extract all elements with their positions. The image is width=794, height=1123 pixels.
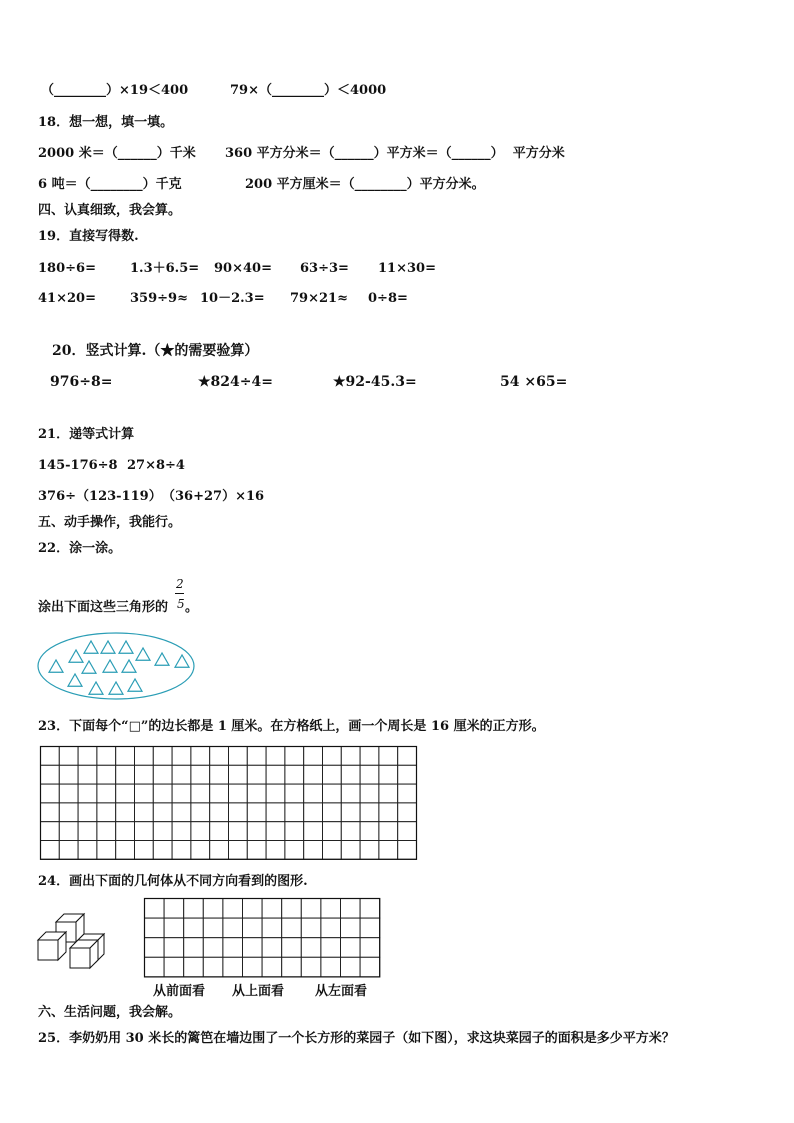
- grid-cell[interactable]: [223, 957, 243, 977]
- grid-cell[interactable]: [282, 918, 302, 938]
- q24-cube-solid: [36, 912, 108, 970]
- grid-cell[interactable]: [78, 784, 97, 803]
- grid-cell[interactable]: [341, 747, 360, 766]
- grid-cell[interactable]: [379, 822, 398, 841]
- q18-title: 18．想一想，填一填。: [38, 115, 174, 130]
- triangle-shape[interactable]: [82, 661, 96, 673]
- q22-fraction-denominator: 5: [177, 597, 185, 611]
- grid-cell[interactable]: [223, 899, 243, 919]
- grid-cell[interactable]: [41, 765, 60, 784]
- q21-r2-a: 376÷（123-119）: [38, 489, 162, 504]
- grid-cell[interactable]: [191, 747, 210, 766]
- q21-title: 21．递等式计算: [38, 427, 135, 442]
- grid-cell[interactable]: [135, 784, 154, 803]
- q18-line1-a: 2000 米＝（______）千米: [38, 146, 196, 161]
- grid-cell[interactable]: [323, 765, 342, 784]
- grid-cell[interactable]: [164, 957, 184, 977]
- q18-line2-a: 6 吨＝（________）千克: [38, 177, 182, 192]
- grid-cell[interactable]: [243, 957, 263, 977]
- triangle-shape[interactable]: [103, 660, 117, 672]
- grid-cell[interactable]: [360, 938, 380, 958]
- grid-cell[interactable]: [78, 841, 97, 860]
- triangle-shape[interactable]: [122, 660, 136, 672]
- q24-grid-paper[interactable]: [144, 898, 382, 978]
- grid-cell[interactable]: [153, 841, 172, 860]
- grid-cell[interactable]: [97, 747, 116, 766]
- grid-cell[interactable]: [321, 899, 341, 919]
- grid-cell[interactable]: [266, 841, 285, 860]
- grid-cell[interactable]: [172, 765, 191, 784]
- grid-cell[interactable]: [247, 803, 266, 822]
- q19-r1-c5: 11×30=: [378, 261, 436, 276]
- grid-cell[interactable]: [229, 747, 248, 766]
- q22-ellipse: [38, 633, 194, 699]
- grid-cell[interactable]: [398, 765, 417, 784]
- grid-cell[interactable]: [285, 841, 304, 860]
- q22-instruction: 涂出下面这些三角形的: [38, 600, 169, 615]
- grid-cell[interactable]: [321, 918, 341, 938]
- grid-cell[interactable]: [379, 747, 398, 766]
- triangle-shape[interactable]: [49, 660, 63, 672]
- grid-cell[interactable]: [135, 765, 154, 784]
- grid-cell[interactable]: [304, 822, 323, 841]
- q20-title: 20．竖式计算.（★的需要验算）: [52, 343, 259, 359]
- grid-cell[interactable]: [304, 803, 323, 822]
- grid-cell[interactable]: [341, 765, 360, 784]
- grid-cell[interactable]: [184, 938, 204, 958]
- grid-cell[interactable]: [266, 784, 285, 803]
- grid-cell[interactable]: [301, 899, 321, 919]
- grid-cell[interactable]: [360, 822, 379, 841]
- grid-cell[interactable]: [203, 918, 223, 938]
- triangle-shape[interactable]: [119, 641, 133, 653]
- grid-cell[interactable]: [341, 841, 360, 860]
- q24-view-top: 从上面看: [232, 984, 285, 999]
- grid-cell[interactable]: [153, 765, 172, 784]
- grid-cell[interactable]: [191, 803, 210, 822]
- grid-cell[interactable]: [97, 765, 116, 784]
- grid-cell[interactable]: [243, 899, 263, 919]
- grid-cell[interactable]: [59, 784, 78, 803]
- grid-cell[interactable]: [247, 747, 266, 766]
- grid-cell[interactable]: [321, 938, 341, 958]
- q24-view-front: 从前面看: [153, 984, 206, 999]
- triangle-shape[interactable]: [155, 653, 169, 665]
- q23-grid-paper[interactable]: [40, 746, 420, 862]
- q19-r1-c4: 63÷3=: [300, 261, 349, 276]
- grid-cell[interactable]: [398, 784, 417, 803]
- grid-cell[interactable]: [145, 938, 165, 958]
- q19-r2-c2: 359÷9≈: [130, 291, 188, 306]
- grid-cell[interactable]: [184, 918, 204, 938]
- grid-cell[interactable]: [360, 747, 379, 766]
- grid-cell[interactable]: [78, 822, 97, 841]
- grid-cell[interactable]: [223, 918, 243, 938]
- grid-cell[interactable]: [266, 765, 285, 784]
- section-4-heading: 四、认真细致，我会算。: [38, 203, 182, 218]
- q20-item-3: ★92-45.3=: [333, 374, 417, 390]
- grid-cell[interactable]: [78, 747, 97, 766]
- grid-cell[interactable]: [59, 747, 78, 766]
- grid-cell[interactable]: [59, 803, 78, 822]
- triangle-shape[interactable]: [136, 648, 150, 660]
- grid-cell[interactable]: [172, 803, 191, 822]
- grid-cell[interactable]: [145, 957, 165, 977]
- grid-cell[interactable]: [247, 784, 266, 803]
- q21-r1-a: 145-176÷8: [38, 458, 118, 473]
- grid-cell[interactable]: [379, 803, 398, 822]
- grid-cell[interactable]: [304, 841, 323, 860]
- q21-r1-b: 27×8÷4: [127, 458, 185, 473]
- grid-cell[interactable]: [41, 747, 60, 766]
- q19-r1-c2: 1.3＋6.5=: [130, 261, 200, 276]
- grid-cell[interactable]: [97, 784, 116, 803]
- grid-cell[interactable]: [360, 918, 380, 938]
- grid-cell[interactable]: [116, 784, 135, 803]
- grid-cell[interactable]: [210, 747, 229, 766]
- grid-cell[interactable]: [266, 803, 285, 822]
- grid-cell[interactable]: [285, 784, 304, 803]
- grid-cell[interactable]: [153, 822, 172, 841]
- grid-cell[interactable]: [203, 957, 223, 977]
- grid-cell[interactable]: [247, 765, 266, 784]
- grid-cell[interactable]: [116, 747, 135, 766]
- grid-cell[interactable]: [360, 765, 379, 784]
- q18-line2-b: 200 平方厘米＝（________）平方分米。: [245, 177, 485, 192]
- grid-cell[interactable]: [229, 841, 248, 860]
- grid-cell[interactable]: [301, 918, 321, 938]
- grid-cell[interactable]: [223, 938, 243, 958]
- grid-cell[interactable]: [41, 784, 60, 803]
- q24-title: 24．画出下面的几何体从不同方向看到的图形.: [38, 874, 308, 889]
- grid-cell[interactable]: [172, 841, 191, 860]
- grid-cell[interactable]: [282, 957, 302, 977]
- grid-cell[interactable]: [203, 938, 223, 958]
- grid-cell[interactable]: [243, 938, 263, 958]
- grid-cell[interactable]: [229, 784, 248, 803]
- triangle-shape[interactable]: [109, 682, 123, 694]
- grid-cell[interactable]: [145, 899, 165, 919]
- grid-cell[interactable]: [41, 841, 60, 860]
- section-6-heading: 六、生活问题，我会解。: [38, 1005, 182, 1020]
- grid-cell[interactable]: [398, 822, 417, 841]
- q24-view-left: 从左面看: [315, 984, 368, 999]
- grid-cell[interactable]: [164, 918, 184, 938]
- grid-cell[interactable]: [116, 803, 135, 822]
- q17-expression-a: （________）×19＜400: [41, 83, 189, 98]
- grid-cell[interactable]: [229, 822, 248, 841]
- grid-cell[interactable]: [210, 803, 229, 822]
- grid-cell[interactable]: [135, 822, 154, 841]
- grid-cell[interactable]: [341, 803, 360, 822]
- grid-cell[interactable]: [191, 841, 210, 860]
- grid-cell[interactable]: [210, 822, 229, 841]
- q19-r2-c1: 41×20=: [38, 291, 96, 306]
- grid-cell[interactable]: [164, 938, 184, 958]
- grid-cell[interactable]: [360, 803, 379, 822]
- grid-cell[interactable]: [97, 841, 116, 860]
- grid-cell[interactable]: [341, 822, 360, 841]
- q19-r2-c3: 10－2.3=: [200, 291, 265, 306]
- grid-cell[interactable]: [360, 784, 379, 803]
- grid-cell[interactable]: [301, 938, 321, 958]
- grid-cell[interactable]: [172, 747, 191, 766]
- grid-cell[interactable]: [321, 957, 341, 977]
- grid-cell[interactable]: [59, 765, 78, 784]
- q25-title: 25．李奶奶用 30 米长的篱笆在墙边围了一个长方形的菜园子（如下图），求这块菜园子的面积是多少平方米？: [38, 1031, 675, 1046]
- grid-cell[interactable]: [41, 822, 60, 841]
- grid-cell[interactable]: [262, 899, 282, 919]
- grid-cell[interactable]: [210, 841, 229, 860]
- grid-cell[interactable]: [379, 841, 398, 860]
- grid-cell[interactable]: [341, 957, 361, 977]
- grid-cell[interactable]: [78, 803, 97, 822]
- grid-cell[interactable]: [323, 822, 342, 841]
- q20-item-4: 54 ×65=: [500, 374, 568, 390]
- grid-cell[interactable]: [266, 747, 285, 766]
- q19-r2-c4: 79×21≈: [290, 291, 348, 306]
- grid-cell[interactable]: [398, 841, 417, 860]
- grid-cell[interactable]: [262, 938, 282, 958]
- triangle-shape[interactable]: [128, 679, 142, 691]
- q19-r1-c1: 180÷6=: [38, 261, 96, 276]
- q19-r2-c5: 0÷8=: [368, 291, 408, 306]
- grid-cell[interactable]: [78, 765, 97, 784]
- grid-cell[interactable]: [285, 747, 304, 766]
- grid-cell[interactable]: [304, 765, 323, 784]
- grid-cell[interactable]: [203, 899, 223, 919]
- grid-cell[interactable]: [191, 784, 210, 803]
- grid-cell[interactable]: [164, 899, 184, 919]
- grid-cell[interactable]: [323, 747, 342, 766]
- triangle-shape[interactable]: [89, 682, 103, 694]
- grid-cell[interactable]: [247, 841, 266, 860]
- triangle-shape[interactable]: [84, 641, 98, 653]
- grid-cell[interactable]: [97, 803, 116, 822]
- q21-r2-b: （36+27）×16: [162, 489, 265, 504]
- grid-cell[interactable]: [379, 765, 398, 784]
- triangle-shape[interactable]: [175, 655, 189, 667]
- q22-period: 。: [185, 600, 199, 615]
- grid-cell[interactable]: [243, 918, 263, 938]
- grid-cell[interactable]: [285, 822, 304, 841]
- grid-cell[interactable]: [247, 822, 266, 841]
- grid-cell[interactable]: [210, 784, 229, 803]
- grid-cell[interactable]: [341, 938, 361, 958]
- grid-cell[interactable]: [116, 822, 135, 841]
- grid-cell[interactable]: [360, 899, 380, 919]
- q23-title: 23．下面每个“□”的边长都是 1 厘米。在方格纸上，画一个周长是 16 厘米的正方形。: [38, 719, 545, 734]
- grid-cell[interactable]: [184, 899, 204, 919]
- q17-expression-b: 79×（________）＜4000: [230, 83, 387, 98]
- q20-item-1: 976÷8=: [50, 374, 113, 390]
- grid-cell[interactable]: [145, 918, 165, 938]
- q22-title: 22．涂一涂。: [38, 541, 122, 556]
- q22-triangles: [49, 641, 189, 694]
- grid-cell[interactable]: [59, 822, 78, 841]
- grid-cell[interactable]: [323, 803, 342, 822]
- q19-title: 19．直接写得数.: [38, 229, 139, 244]
- grid-cell[interactable]: [135, 841, 154, 860]
- grid-cell[interactable]: [304, 784, 323, 803]
- grid-cell[interactable]: [323, 841, 342, 860]
- grid-cell[interactable]: [398, 803, 417, 822]
- section-5-heading: 五、动手操作，我能行。: [38, 515, 182, 530]
- triangle-shape[interactable]: [68, 674, 82, 686]
- triangle-shape[interactable]: [69, 650, 83, 662]
- grid-cell[interactable]: [116, 765, 135, 784]
- grid-cell[interactable]: [282, 938, 302, 958]
- grid-cell[interactable]: [282, 899, 302, 919]
- q18-line1-b: 360 平方分米＝（______）平方米＝（______） 平方分米: [225, 146, 565, 161]
- grid-cell[interactable]: [184, 957, 204, 977]
- grid-cell[interactable]: [116, 841, 135, 860]
- grid-cell[interactable]: [97, 822, 116, 841]
- grid-cell[interactable]: [360, 957, 380, 977]
- grid-cell[interactable]: [341, 899, 361, 919]
- grid-cell[interactable]: [135, 803, 154, 822]
- q19-r1-c3: 90×40=: [214, 261, 272, 276]
- grid-cell[interactable]: [285, 765, 304, 784]
- grid-cell[interactable]: [323, 784, 342, 803]
- grid-cell[interactable]: [301, 957, 321, 977]
- grid-cell[interactable]: [59, 841, 78, 860]
- q20-item-2: ★824÷4=: [198, 374, 273, 390]
- grid-cell[interactable]: [398, 747, 417, 766]
- grid-cell[interactable]: [360, 841, 379, 860]
- grid-cell[interactable]: [172, 822, 191, 841]
- grid-cell[interactable]: [266, 822, 285, 841]
- grid-cell[interactable]: [153, 803, 172, 822]
- grid-cell[interactable]: [229, 765, 248, 784]
- grid-cell[interactable]: [341, 918, 361, 938]
- q22-fraction-numerator: 2: [176, 577, 184, 591]
- grid-cell[interactable]: [191, 765, 210, 784]
- grid-cell[interactable]: [135, 747, 154, 766]
- grid-cell[interactable]: [153, 747, 172, 766]
- grid-cell[interactable]: [210, 765, 229, 784]
- grid-cell[interactable]: [285, 803, 304, 822]
- grid-cell[interactable]: [379, 784, 398, 803]
- triangle-shape[interactable]: [101, 641, 115, 653]
- grid-cell[interactable]: [341, 784, 360, 803]
- grid-cell[interactable]: [229, 803, 248, 822]
- grid-cell[interactable]: [304, 747, 323, 766]
- grid-cell[interactable]: [262, 957, 282, 977]
- grid-cell[interactable]: [172, 784, 191, 803]
- grid-cell[interactable]: [262, 918, 282, 938]
- grid-cell[interactable]: [153, 784, 172, 803]
- grid-cell[interactable]: [41, 803, 60, 822]
- grid-cell[interactable]: [191, 822, 210, 841]
